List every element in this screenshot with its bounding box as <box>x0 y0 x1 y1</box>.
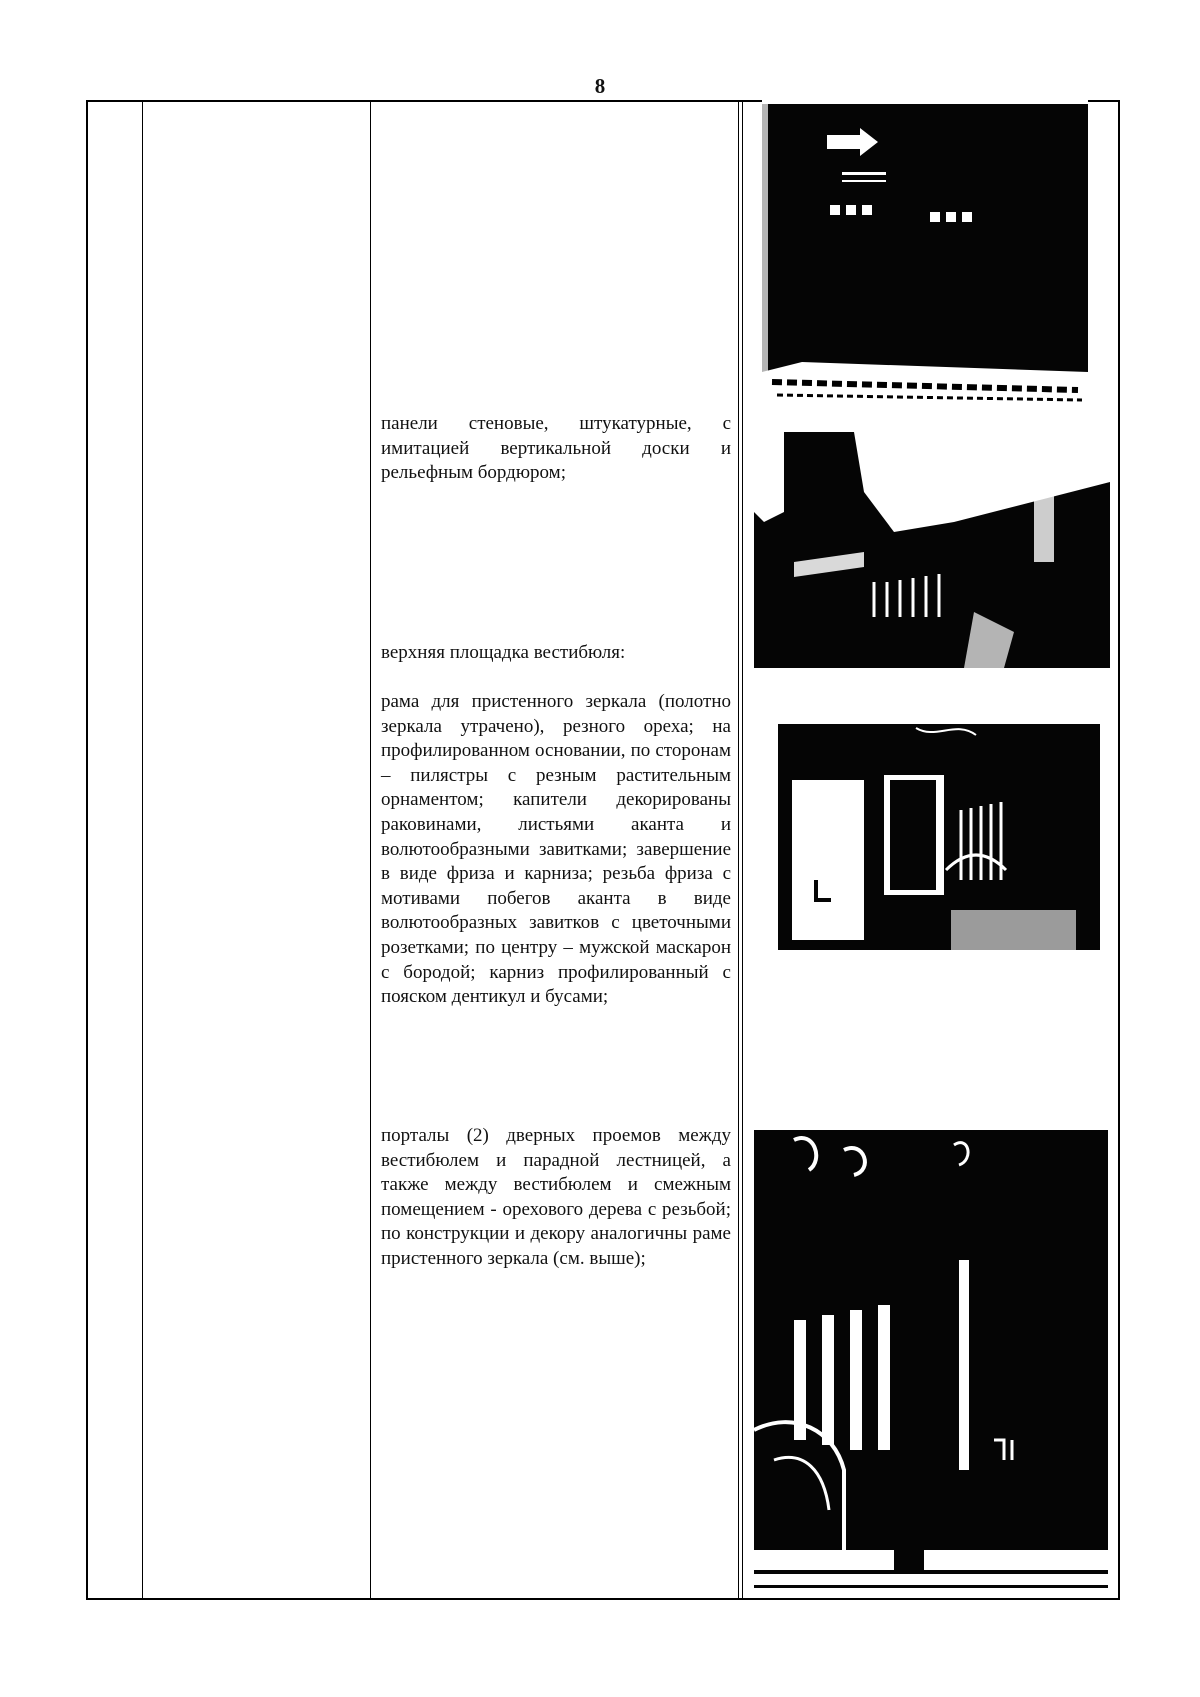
photo-door-portal <box>754 1130 1108 1596</box>
description-mirror-frame: рама для пристенного зеркала (полотно зеркала утрачено), резного ореха; на профилированном основании, по сторонам – пилястры с резным растительным орнаментом; капители декорированы раковинами, листьями аканта и волютообразными завитками; завершение в виде фриза и карниза; резьба фриза с мотивами побегов аканта в виде волютообразных завитков с цветочными розетками; по центру – мужской маскарон с бородой; карниз профилированный с пояском дентикул и бусами; <box>381 691 731 1008</box>
photo-wall-ornament-border <box>762 100 1088 412</box>
column-divider-2 <box>370 102 371 1598</box>
column-divider-3 <box>738 102 739 1598</box>
column-divider-4 <box>742 102 743 1598</box>
description-door-portals: порталы (2) дверных проемов между вестибюлем и парадной лестницей, а также между вестибюлем и смежным помещением - орехового дерева с резьбой; по конструкции и декору аналогичны раме пристенного зеркала (см. выше); <box>381 1125 731 1269</box>
description-upper-landing: верхняя площадка вестибюля: <box>381 642 626 663</box>
column-divider-1 <box>142 102 143 1598</box>
photo-mirror-frame <box>756 720 1100 950</box>
description-wall-panels: панели стеновые, штукатурные, с имитацией вертикальной доски и рельефным бордюром; <box>381 413 731 484</box>
page-number: 8 <box>594 74 606 98</box>
photo-wall-panels-balustrade <box>754 432 1110 668</box>
